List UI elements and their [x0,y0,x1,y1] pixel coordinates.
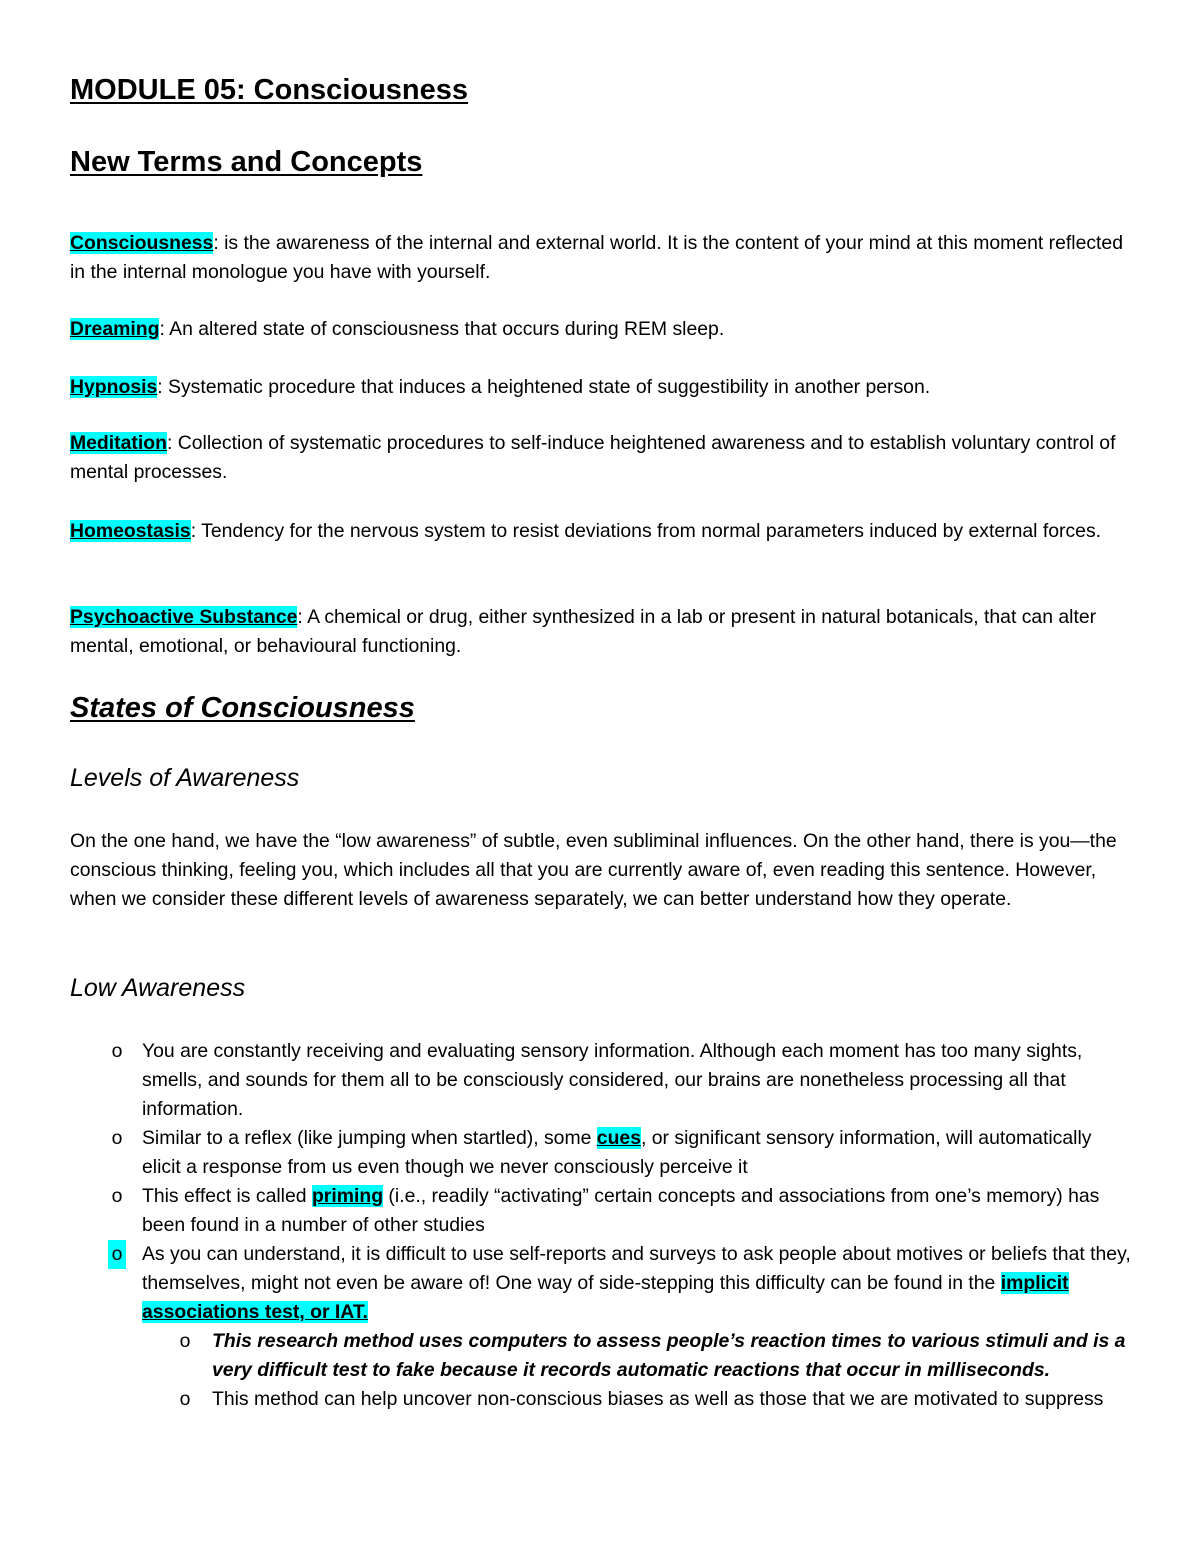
bullet-icon: o [111,1185,123,1207]
subheading-levels-of-awareness: Levels of Awareness [70,764,300,792]
subheading-low-awareness: Low Awareness [70,974,246,1002]
term-psychoactive-substance [70,603,1135,661]
low-awareness-list [70,1037,1135,1414]
term-label: Psychoactive Substance [70,606,298,628]
term-definition: : A chemical or drug, either synthesized in a lab or present in natural botanicals, that can alter mental, emotional, or behavioural functioning. [70,606,1097,657]
term-homeostasis [70,517,1135,546]
term-label: Meditation [70,432,167,454]
module-title: MODULE 05: Consciousness [70,74,469,106]
sub-list-item-text: This method can help uncover non-conscious biases as well as those that we are motivated to suppress [212,1388,1104,1410]
keyword-cues: cues [596,1127,641,1149]
levels-paragraph: On the one hand, we have the “low awareness” of subtle, even subliminal influences. On the other hand, there is you—the conscious thinking, feeling you, which includes all that you are currently aware of, even reading this sentence. However, when we consider these different levels of awareness separately, we can better understand how they operate. [70,830,1117,910]
iat-sub-list [142,1327,1135,1414]
term-meditation [70,429,1135,487]
list-item-text: You are constantly receiving and evaluating sensory information. Although each moment has too many sights, smells, and sounds for them all to be consciously considered, our brains are nonetheless processing all that information. [142,1040,1083,1120]
list-item-text: Similar to a reflex (like jumping when startled), some [142,1127,597,1149]
section-heading-terms: New Terms and Concepts [70,146,423,178]
term-label: Homeostasis [70,520,191,542]
term-label: Dreaming [70,318,160,340]
list-item [70,1037,1135,1124]
list-item-text: , or significant sensory information, will automatically elicit a response from us even though we never consciously perceive it [142,1127,1092,1178]
keyword-priming: priming [311,1185,384,1207]
term-hypnosis [70,373,1135,402]
term-definition: : Systematic procedure that induces a heightened state of suggestibility in another person. [157,376,931,398]
keyword-iat: implicit associations test, or IAT. [142,1272,1069,1323]
sub-list-item [142,1385,1135,1414]
term-definition: : Collection of systematic procedures to self-induce heightened awareness and to establish voluntary control of mental processes. [70,432,1116,483]
section-heading-states: States of Consciousness [70,692,415,724]
term-definition: : An altered state of consciousness that occurs during REM sleep. [159,318,725,340]
term-definition: : is the awareness of the internal and external world. It is the content of your mind at this moment reflected in the internal monologue you have with yourself. [70,232,1124,283]
term-dreaming [70,315,1135,344]
bullet-icon: o [179,1388,191,1410]
sub-list-item [142,1327,1135,1385]
term-label: Hypnosis [70,376,158,398]
sub-list-item-text: This research method uses computers to assess people’s reaction times to various stimuli and is a very difficult test to fake because it records automatic reactions that occur in milliseconds. [212,1330,1126,1381]
bullet-icon: o [108,1240,126,1269]
list-item-text: (i.e., readily “activating” certain concepts and associations from one’s memory) has been found in a number of other studies [142,1185,1100,1236]
bullet-icon: o [111,1040,123,1062]
list-item [70,1182,1135,1240]
list-item-text: As you can understand, it is difficult to use self-reports and surveys to ask people about motives or beliefs that they, themselves, might not even be aware of! One way of side-stepping this difficulty can be found in the [142,1243,1131,1294]
term-label: Consciousness [70,232,214,254]
list-item [70,1240,1135,1414]
bullet-icon: o [179,1330,191,1352]
list-item [70,1124,1135,1182]
term-consciousness [70,229,1135,287]
bullet-icon: o [111,1127,123,1149]
list-item-text: This effect is called [142,1185,312,1207]
term-definition: : Tendency for the nervous system to resist deviations from normal parameters induced by external forces. [190,520,1102,542]
